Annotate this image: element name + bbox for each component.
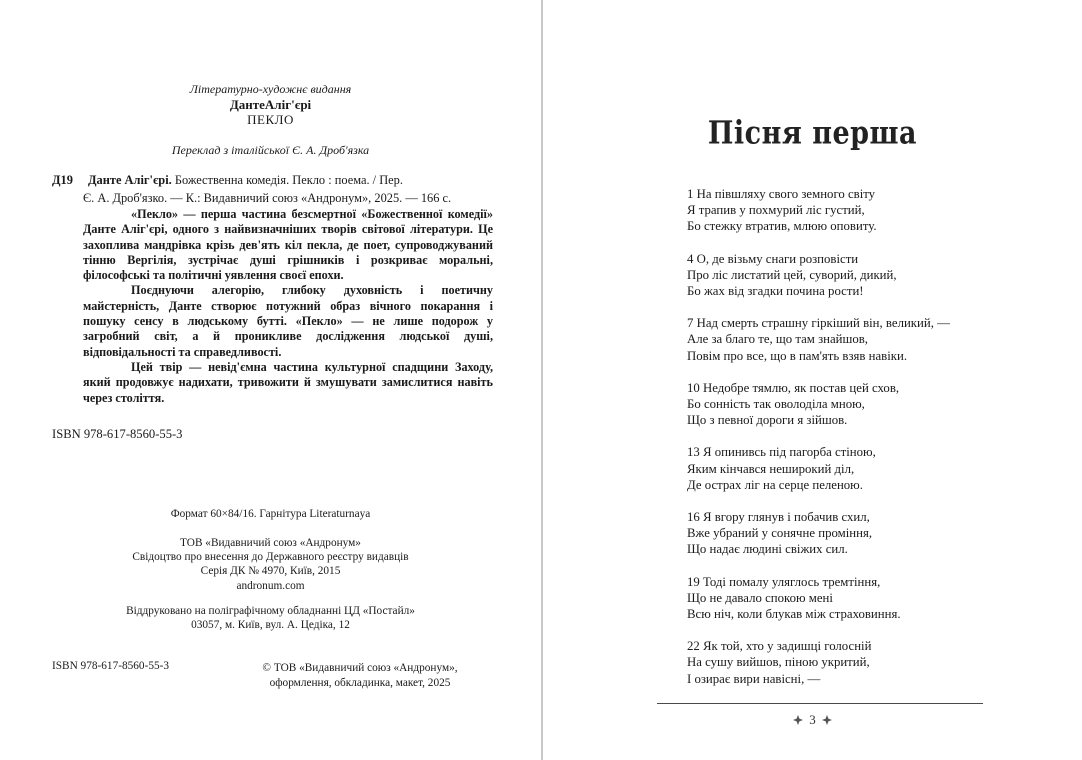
copyright-block (240, 661, 480, 690)
page-number-block (543, 712, 1082, 728)
catalog-code: Д19 (52, 173, 73, 187)
verse-line: Яким кінчався неширокий діл, (687, 461, 855, 476)
tercet (687, 251, 1027, 300)
annotation (83, 207, 493, 406)
verse-line: Я трапив у похмурий ліс густий, (687, 203, 865, 218)
catalog-isbn: ISBN 978-617-8560-55-3 (52, 427, 183, 441)
verse-line: Вже убраний у сонячне проміння, (687, 526, 873, 541)
publisher-site: andronum.com (236, 579, 305, 592)
printer-address: 03057, м. Київ, вул. А. Цедіка, 12 (191, 619, 350, 632)
tercet (687, 380, 1027, 429)
verse-line: Де острах ліг на серце пеленою. (687, 477, 863, 492)
book-title: ПЕКЛО (247, 112, 294, 127)
publisher-name: ТОВ «Видавничий союз «Андронум» (180, 537, 361, 549)
book-author: ДантеАліг'єрі (229, 97, 312, 112)
verse-line: Що надає людині свіжих сил. (687, 542, 848, 557)
footer-rule (657, 703, 983, 704)
canto-title: Пісня перша (707, 115, 918, 152)
right-page (543, 0, 1082, 760)
verse-line: Про ліс листатий цей, суворий, дикий, (687, 267, 897, 282)
tercet (687, 444, 1027, 493)
annotation-paragraph: Поєднуючи алегорію, глибоку духовність і поетичну майстерність, Данте створює потужний образ вічного покарання і пошуку сенсу в людському бутті. «Пекло» — не лише подорож у загробний світ, а й проникливе дослідження людської душі, відповідальності та справедливості. (83, 283, 493, 359)
verse-line: Але за благо те, що там знайшов, (687, 332, 868, 347)
verse-line: 13 Я опинивсь під пагорба стіною, (687, 445, 876, 460)
imprint-format: Формат 60×84/16. Гарнітура Literaturnaya (170, 508, 371, 520)
verse-line: Що не давало спокою мені (687, 590, 833, 605)
verse-line: 22 Як той, хто у задишці голосній (687, 639, 872, 654)
verse-line: На сушу вийшов, піною укритий, (687, 655, 870, 670)
catalog-author: Данте Аліг'єрі. (88, 173, 172, 187)
publisher-registry: Свідоцтво про внесення до Державного реєстру видавців (132, 551, 409, 564)
publisher-series: Серія ДК № 4970, Київ, 2015 (200, 565, 341, 578)
verse-block (687, 186, 1027, 703)
imprint-printer-block (0, 604, 541, 632)
verse-line: Бо сонність так оволоділа мною, (687, 397, 865, 412)
ornament-icon (793, 715, 803, 725)
verse-line: Що з певної дороги я зійшов. (687, 413, 848, 428)
verse-line: 10 Недобре тямлю, як постав цей схов, (687, 380, 900, 395)
catalog-title-line: Божественна комедія. Пекло : поема. / Пер. (171, 173, 403, 187)
catalog-line-1 (88, 173, 403, 188)
edition-genre: Літературно-художнє видання (189, 82, 352, 96)
ornament-icon (822, 715, 832, 725)
verse-line: 19 Тоді помалу уляглось тремтіння, (687, 574, 881, 589)
footer-isbn: ISBN 978-617-8560-55-3 (52, 660, 170, 672)
verse-line: Бо стежку втратив, млюю оповиту. (687, 219, 877, 234)
copyright-line-2: оформлення, обкладинка, макет, 2025 (269, 676, 451, 689)
verse-line: 4 О, де візьму снаги розповісти (687, 251, 859, 266)
tercet (687, 574, 1027, 623)
catalog-line-2: Є. А. Дроб'язко. — К.: Видавничий союз «Андронум», 2025. — 166 с. (83, 191, 452, 205)
tercet (687, 509, 1027, 558)
verse-line: Всю ніч, коли блукав між страховиння. (687, 607, 901, 622)
verse-line: 7 Над смерть страшну гіркіший він, великий, — (687, 316, 950, 331)
translator-credit: Переклад з італійської Є. А. Дроб'язка (171, 143, 370, 157)
page-number: 3 (809, 712, 816, 727)
annotation-paragraph: «Пекло» — перша частина безсмертної «Божественної комедії» Данте Аліг'єрі, одного з найвизначніших творів світової літератури. Це захоплива мандрівка крізь дев'ять кіл пекла, де поет, супроводжуваний тінню Вергілія, зустрічає душі грішників і розкриває моральні, філософські та політичні уявлення своєї епохи. (83, 207, 493, 283)
printer-line: Віддруковано на поліграфічному обладнанні ЦД «Постайл» (126, 605, 415, 617)
verse-line: Бо жах від згадки почина рости! (687, 284, 864, 299)
verse-line: 1 На півшляху свого земного світу (687, 187, 876, 201)
tercet (687, 186, 1027, 235)
verse-line: Повім про все, що в пам'ять взяв навіки. (687, 348, 908, 363)
tercet (687, 315, 1027, 364)
verse-line: І озирає вири навісні, — (687, 671, 821, 686)
imprint-publisher-block (0, 536, 541, 593)
tercet (687, 638, 1027, 687)
copyright-line-1: © ТОВ «Видавничий союз «Андронум», (262, 662, 458, 674)
annotation-paragraph: Цей твір — невід'ємна частина культурної спадщини Заходу, який продовжує надихати, тривожити й змушувати замислитися навіть через століття. (83, 359, 493, 405)
verse-line: 16 Я вгору глянув і побачив схил, (687, 510, 870, 525)
